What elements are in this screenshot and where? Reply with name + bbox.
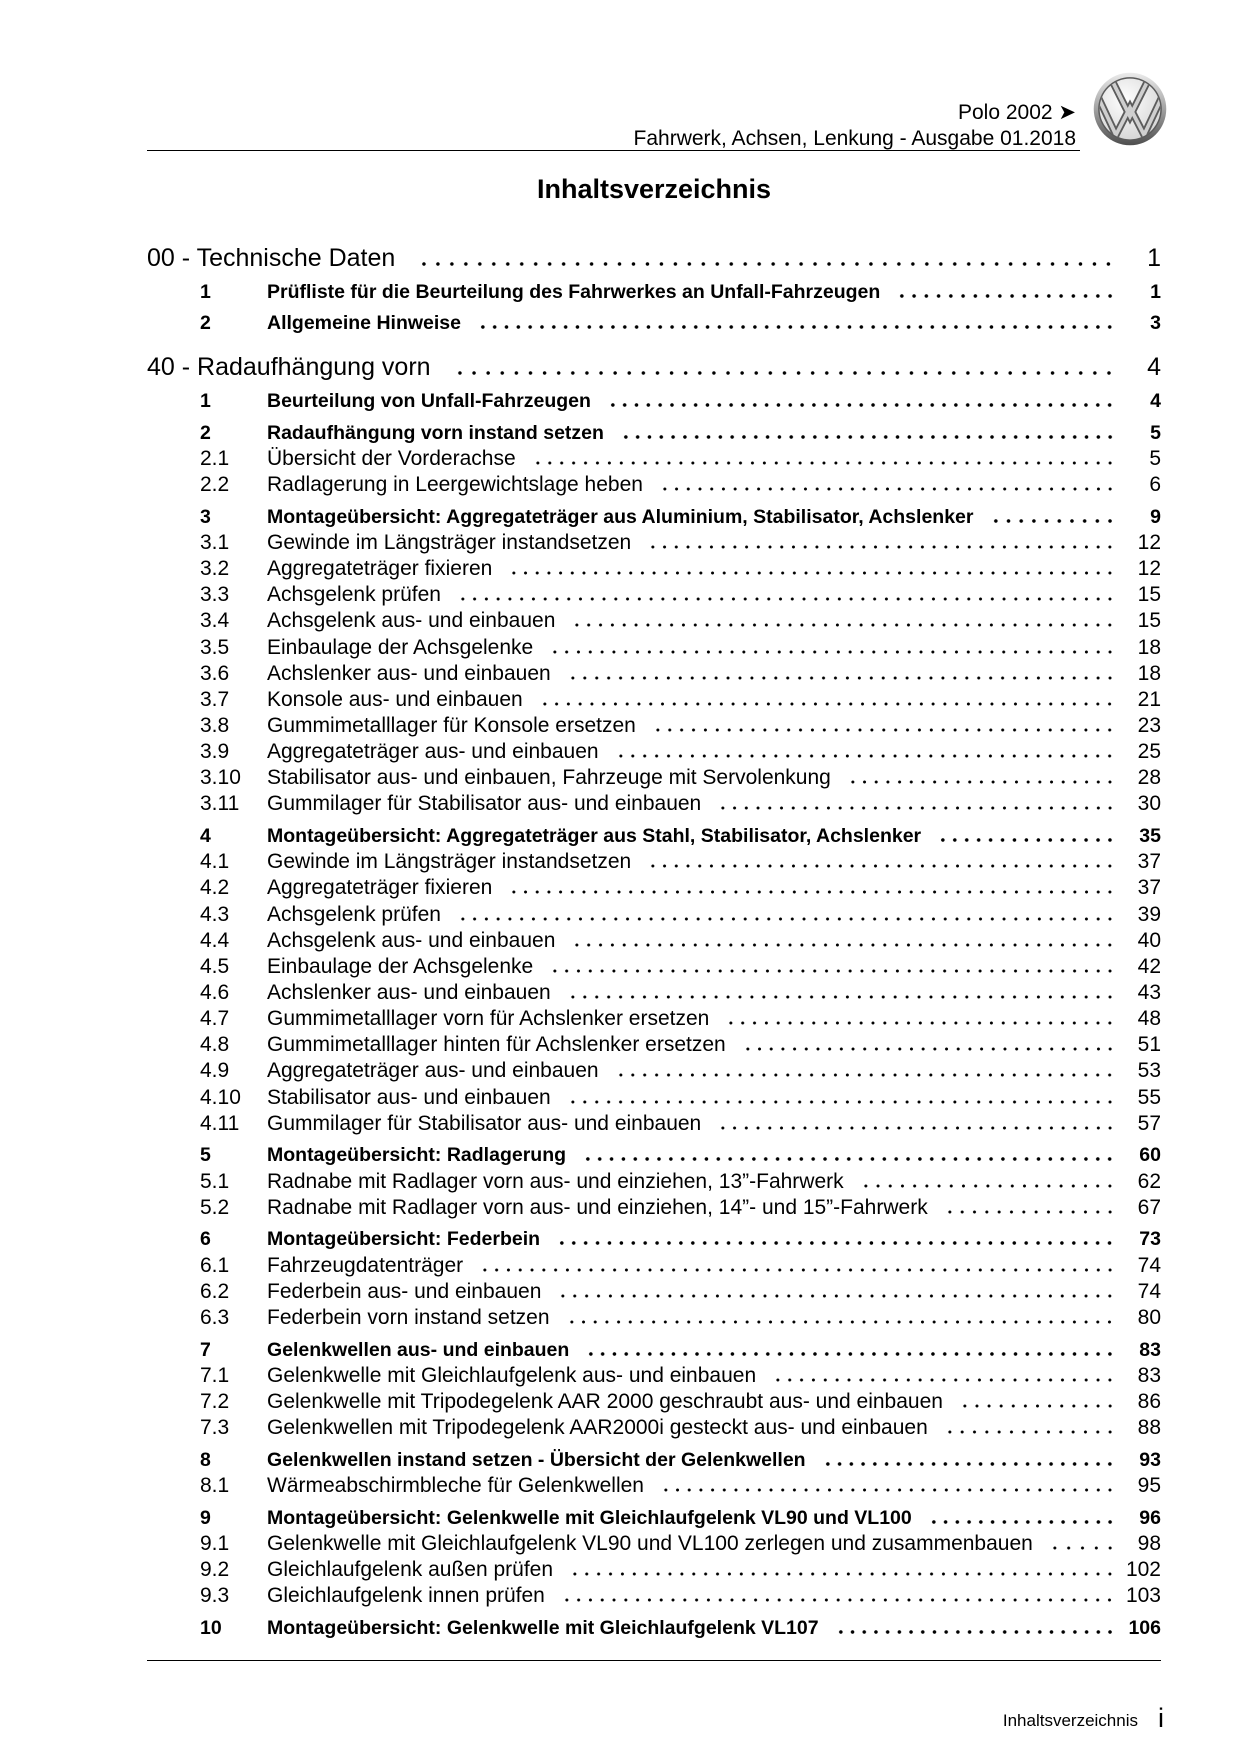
toc-page-number: 57 [1137,1111,1161,1135]
dot-leader [549,646,1116,654]
page-title: Inhaltsverzeichnis [536,174,772,204]
toc-page-number: 15 [1137,609,1161,633]
footer-page-number: i [1158,1703,1164,1733]
toc-entry-title: Prüfliste für die Beurteilung des Fahrwerkes an Unfall-Fahrzeugen [267,280,881,303]
toc-entry-title: Stabilisator aus- und einbauen, Fahrzeuge mit Servolenkung [267,766,831,790]
toc-section-row[interactable] [147,1505,1161,1531]
toc-entry-number: 3.4 [200,609,230,633]
toc-entry-title: Montageübersicht: Aggregateträger aus Stahl, Stabilisator, Achslenker [267,825,922,848]
toc-page-number: 51 [1137,1033,1161,1057]
toc-entry-number: 2.2 [200,473,230,497]
toc-subsection-row[interactable] [147,849,1161,875]
toc-section-row[interactable] [147,1447,1161,1473]
toc-entry-number: 6.1 [200,1253,230,1277]
dot-leader [725,1017,1116,1025]
toc-subsection-row[interactable] [147,739,1161,765]
toc-entry-number: 3.3 [200,583,230,607]
toc-subsection-row[interactable] [147,875,1161,901]
toc-entry-title: Achsgelenk aus- und einbauen [267,609,556,633]
dot-leader [647,860,1116,868]
toc-entry-number: 8.1 [200,1473,230,1497]
toc-page-number: 12 [1137,530,1161,554]
toc-entry-title: Gleichlaufgelenk innen prüfen [267,1584,545,1607]
toc-entry-number: 6.3 [200,1305,230,1329]
dot-leader [822,1458,1116,1466]
toc-entry-number: 4.7 [200,1007,230,1031]
toc-entry-number: 5.2 [200,1195,230,1219]
toc-section-row[interactable] [147,310,1161,336]
toc-subsection-row[interactable] [147,1363,1161,1389]
toc-entry-number: 1 [200,390,211,413]
toc-entry-title: 40 - Radaufhängung vorn [147,353,431,382]
vw-logo [1093,72,1167,146]
toc-entry-number: 4.11 [200,1111,240,1135]
toc-subsection-row[interactable] [147,1006,1161,1032]
toc-page-number: 21 [1137,687,1161,711]
toc-entry-number: 2 [200,312,211,335]
toc-page-number: 67 [1137,1195,1161,1219]
dot-leader [417,258,1116,266]
dot-leader [582,1153,1116,1161]
toc-page-number: 30 [1137,792,1161,816]
toc-subsection-row[interactable] [147,791,1161,817]
toc-page-number: 37 [1137,876,1161,900]
header-rule [147,150,1080,151]
toc-subsection-row[interactable] [147,472,1161,498]
toc-page-number: 25 [1137,740,1161,764]
toc-entry-number: 7.3 [200,1415,230,1439]
dot-leader [567,672,1116,680]
toc-subsection-row[interactable] [147,713,1161,739]
toc-section-row[interactable] [147,279,1161,305]
dot-leader [772,1374,1116,1382]
dot-leader [567,991,1116,999]
toc-entry-title: Wärmeabschirmbleche für Gelenkwellen [267,1473,644,1497]
toc-entry-title: Gummimetalllager für Konsole ersetzen [267,713,636,737]
toc-entry-title: Montageübersicht: Aggregateträger aus Aluminium, Stabilisator, Achslenker [267,505,974,528]
toc-section-row[interactable] [147,823,1161,849]
dot-leader [477,321,1116,329]
toc-entry-title: 00 - Technische Daten [147,244,396,272]
table-of-contents [147,243,1161,1641]
toc-entry-number: 6.2 [200,1279,230,1303]
dot-leader [1049,1542,1116,1550]
toc-entry-title: Montageübersicht: Federbein [267,1228,541,1251]
toc-entry-title: Aggregateträger fixieren [267,557,493,581]
toc-page-number: 18 [1137,635,1161,659]
toc-entry-number: 9.2 [200,1557,230,1581]
toc-page-number: 9 [1150,505,1161,528]
toc-entry-number: 2 [200,421,211,444]
toc-entry-number: 4.8 [200,1033,230,1057]
toc-entry-title: Gleichlaufgelenk außen prüfen [267,1557,554,1581]
toc-entry-title: Radaufhängung vorn instand setzen [267,421,604,444]
dot-leader [896,290,1116,298]
toc-entry-title: Gummimetalllager hinten für Achslenker ersetzen [267,1033,726,1057]
toc-entry-number: 3.6 [200,661,230,685]
toc-page-number: 103 [1125,1584,1161,1607]
toc-entry-title: Montageübersicht: Gelenkwelle mit Gleichlaufgelenk VL107 [267,1616,819,1639]
toc-entry-title: Gummilager für Stabilisator aus- und einbauen [267,792,702,816]
toc-page-number: 23 [1137,713,1161,737]
toc-subsection-row[interactable] [147,1415,1161,1441]
toc-chapter-row[interactable] [147,352,1161,382]
toc-page-number: 93 [1139,1448,1161,1471]
dot-leader [959,1400,1116,1408]
dot-leader [556,1237,1116,1245]
dot-leader [532,457,1116,465]
toc-subsection-row[interactable] [147,1253,1161,1279]
toc-entry-number: 7.2 [200,1389,230,1413]
toc-page-number: 35 [1139,825,1161,848]
toc-page-number: 18 [1137,661,1161,685]
toc-page-number: 74 [1137,1253,1161,1277]
toc-entry-number: 7 [200,1338,211,1361]
dot-leader [742,1043,1116,1051]
toc-subsection-row[interactable] [147,1058,1161,1084]
dot-leader [652,724,1116,732]
toc-entry-title: Beurteilung von Unfall-Fahrzeugen [267,390,591,413]
toc-entry-number: 3.11 [200,792,240,816]
dot-leader [847,776,1116,784]
toc-page-number: 88 [1137,1415,1161,1439]
toc-page-number: 106 [1128,1616,1161,1639]
toc-entry-number: 5 [200,1144,211,1167]
dot-leader [944,1426,1116,1434]
toc-entry-number: 9.3 [200,1584,230,1607]
dot-leader [620,431,1116,439]
toc-page-number: 83 [1137,1363,1161,1387]
toc-entry-number: 2.1 [200,446,230,470]
toc-entry-title: Fahrzeugdatenträger [267,1253,464,1277]
toc-entry-title: Federbein vorn instand setzen [267,1305,550,1329]
dot-leader [557,1290,1116,1298]
toc-subsection-row[interactable] [147,635,1161,661]
toc-entry-title: Gelenkwelle mit Gleichlaufgelenk aus- und einbauen [267,1363,757,1387]
toc-subsection-row[interactable] [147,954,1161,980]
toc-entry-number: 4.9 [200,1059,230,1083]
dot-leader [508,567,1116,575]
dot-leader [457,913,1116,921]
toc-page-number: 42 [1137,954,1161,978]
toc-entry-title: Gummimetalllager vorn für Achslenker ersetzen [267,1007,710,1031]
dot-leader [571,619,1116,627]
toc-entry-title: Übersicht der Vorderachse [267,446,516,470]
toc-entry-number: 10 [200,1616,222,1639]
toc-subsection-row[interactable] [147,1583,1161,1609]
toc-page-number: 1 [1150,280,1161,303]
toc-entry-title: Einbaulage der Achsgelenke [267,954,534,978]
toc-entry-number: 1 [200,280,211,303]
toc-page-number: 86 [1137,1389,1161,1413]
toc-page-number: 98 [1137,1531,1161,1555]
toc-entry-number: 3.2 [200,557,230,581]
toc-entry-number: 4.3 [200,902,230,926]
dot-leader [928,1516,1116,1524]
toc-page-number: 95 [1137,1473,1161,1497]
toc-entry-title: Achsgelenk aus- und einbauen [267,928,556,952]
toc-section-row[interactable] [147,1142,1161,1168]
dot-leader [561,1594,1116,1602]
toc-subsection-row[interactable] [147,1389,1161,1415]
toc-chapter-row[interactable] [147,243,1161,273]
toc-entry-number: 3 [200,505,211,528]
toc-entry-title: Stabilisator aus- und einbauen [267,1085,551,1109]
toc-page-number: 83 [1139,1338,1161,1361]
toc-entry-number: 9 [200,1506,211,1529]
toc-subsection-row[interactable] [147,582,1161,608]
toc-entry-number: 6 [200,1228,211,1251]
toc-section-row[interactable] [147,1615,1161,1641]
toc-page-number: 5 [1149,446,1161,470]
dot-leader [835,1626,1116,1634]
toc-entry-title: Gelenkwellen instand setzen - Übersicht der Gelenkwellen [267,1448,806,1471]
toc-subsection-row[interactable] [147,556,1161,582]
toc-entry-title: Aggregateträger aus- und einbauen [267,1059,599,1083]
toc-subsection-row[interactable] [147,1032,1161,1058]
toc-page-number: 73 [1139,1228,1161,1251]
toc-page-number: 40 [1137,928,1161,952]
toc-entry-title: Montageübersicht: Gelenkwelle mit Gleichlaufgelenk VL90 und VL100 [267,1506,912,1529]
toc-subsection-row[interactable] [147,1195,1161,1221]
toc-entry-title: Achslenker aus- und einbauen [267,980,551,1004]
dot-leader [990,515,1117,523]
toc-entry-title: Konsole aus- und einbauen [267,687,523,711]
toc-entry-title: Radlagerung in Leergewichtslage heben [267,473,643,497]
dot-leader [615,1069,1116,1077]
toc-entry-title: Gelenkwelle mit Gleichlaufgelenk VL90 und VL100 zerlegen und zusammenbauen [267,1531,1033,1555]
toc-section-row[interactable] [147,1226,1161,1252]
dot-leader [539,698,1116,706]
toc-subsection-row[interactable] [147,1279,1161,1305]
dot-leader [860,1180,1116,1188]
toc-section-row[interactable] [147,388,1161,414]
toc-subsection-row[interactable] [147,928,1161,954]
toc-entry-number: 4.5 [200,954,230,978]
dot-leader [647,541,1116,549]
toc-entry-number: 3.5 [200,635,230,659]
toc-entry-title: Allgemeine Hinweise [267,312,461,335]
toc-page-number: 37 [1137,850,1161,874]
toc-entry-title: Aggregateträger fixieren [267,876,493,900]
toc-subsection-row[interactable] [147,902,1161,928]
dot-leader [549,965,1116,973]
toc-subsection-row[interactable] [147,1531,1161,1557]
toc-entry-number: 3.7 [200,687,230,711]
toc-entry-number: 4.4 [200,928,230,952]
toc-entry-number: 7.1 [200,1363,230,1387]
dot-leader [569,1568,1116,1576]
toc-subsection-row[interactable] [147,608,1161,634]
toc-subsection-row[interactable] [147,980,1161,1006]
toc-entry-title: Aggregateträger aus- und einbauen [267,740,599,764]
toc-subsection-row[interactable] [147,1111,1161,1137]
toc-entry-title: Gewinde im Längsträger instandsetzen [267,850,632,874]
toc-entry-title: Achslenker aus- und einbauen [267,661,551,685]
dot-leader [585,1348,1116,1356]
toc-page-number: 62 [1137,1169,1161,1193]
toc-entry-number: 4.6 [200,980,230,1004]
toc-page-number: 43 [1137,980,1161,1004]
toc-page-number: 60 [1139,1144,1161,1167]
toc-page-number: 74 [1137,1279,1161,1303]
toc-entry-number: 4.2 [200,876,230,900]
toc-entry-title: Federbein aus- und einbauen [267,1279,542,1303]
dot-leader [615,750,1116,758]
toc-entry-number: 3.9 [200,740,230,764]
toc-page-number: 15 [1137,583,1161,607]
toc-entry-number: 3.8 [200,713,230,737]
toc-page-number: 53 [1137,1059,1161,1083]
toc-subsection-row[interactable] [147,1085,1161,1111]
toc-page-number: 6 [1149,473,1161,497]
toc-subsection-row[interactable] [147,661,1161,687]
footer-section-title: Inhaltsverzeichnis [1002,1711,1138,1730]
dot-leader [508,886,1116,894]
dot-leader [571,939,1116,947]
dot-leader [457,593,1116,601]
toc-entry-number: 3.1 [200,530,230,554]
toc-entry-title: Achsgelenk prüfen [267,583,441,607]
dot-leader [717,1122,1116,1130]
dot-leader [607,399,1116,407]
dot-leader [479,1264,1116,1272]
toc-entry-number: 4 [200,825,211,848]
toc-entry-title: Radnabe mit Radlager vorn aus- und einziehen, 14”- und 15”-Fahrwerk [267,1195,928,1219]
toc-page-number: 5 [1150,421,1161,444]
toc-subsection-row[interactable] [147,765,1161,791]
toc-section-row[interactable] [147,504,1161,530]
footer-rule [147,1660,1161,1661]
toc-page-number: 4 [1147,353,1161,382]
toc-page-number: 48 [1137,1007,1161,1031]
toc-entry-title: Einbaulage der Achsgelenke [267,635,534,659]
toc-entry-title: Gummilager für Stabilisator aus- und einbauen [267,1111,702,1135]
dot-leader [567,1096,1116,1104]
toc-entry-title: Radnabe mit Radlager vorn aus- und einziehen, 13”-Fahrwerk [267,1169,844,1193]
toc-entry-number: 8 [200,1448,211,1471]
toc-entry-title: Achsgelenk prüfen [267,902,441,926]
toc-section-row[interactable] [147,1337,1161,1363]
dot-leader [660,1484,1116,1492]
toc-subsection-row[interactable] [147,1169,1161,1195]
toc-entry-number: 5.1 [200,1169,230,1193]
dot-leader [944,1206,1116,1214]
toc-subsection-row[interactable] [147,446,1161,472]
header-model: Polo 2002 ➤ [957,101,1076,124]
toc-page-number: 28 [1137,766,1161,790]
toc-page-number: 55 [1137,1085,1161,1109]
toc-page-number: 1 [1147,244,1161,272]
toc-page-number: 4 [1150,390,1161,413]
dot-leader [566,1316,1116,1324]
toc-entry-title: Gelenkwelle mit Tripodegelenk AAR 2000 geschraubt aus- und einbauen [267,1389,943,1413]
toc-subsection-row[interactable] [147,1305,1161,1331]
toc-subsection-row[interactable] [147,530,1161,556]
toc-page-number: 3 [1150,312,1161,335]
toc-entry-number: 9.1 [200,1531,230,1555]
toc-entry-title: Gewinde im Längsträger instandsetzen [267,530,632,554]
toc-page-number: 102 [1125,1557,1161,1581]
dot-leader [453,367,1116,375]
toc-section-row[interactable] [147,420,1161,446]
toc-subsection-row[interactable] [147,687,1161,713]
toc-subsection-row[interactable] [147,1473,1161,1499]
toc-entry-title: Montageübersicht: Radlagerung [267,1144,567,1167]
toc-page-number: 96 [1139,1506,1161,1529]
dot-leader [659,483,1116,491]
toc-entry-number: 4.10 [200,1085,241,1109]
toc-entry-title: Gelenkwellen aus- und einbauen [267,1338,570,1361]
dot-leader [717,802,1116,810]
toc-page-number: 80 [1137,1305,1161,1329]
toc-entry-number: 3.10 [200,766,241,790]
toc-page-number: 39 [1137,902,1161,926]
toc-entry-title: Gelenkwellen mit Tripodegelenk AAR2000i gesteckt aus- und einbauen [267,1415,928,1439]
dot-leader [937,834,1116,842]
toc-page-number: 12 [1137,557,1161,581]
header-subtitle: Fahrwerk, Achsen, Lenkung - Ausgabe 01.2018 [633,127,1076,150]
toc-entry-number: 4.1 [200,850,230,874]
toc-subsection-row[interactable] [147,1557,1161,1583]
